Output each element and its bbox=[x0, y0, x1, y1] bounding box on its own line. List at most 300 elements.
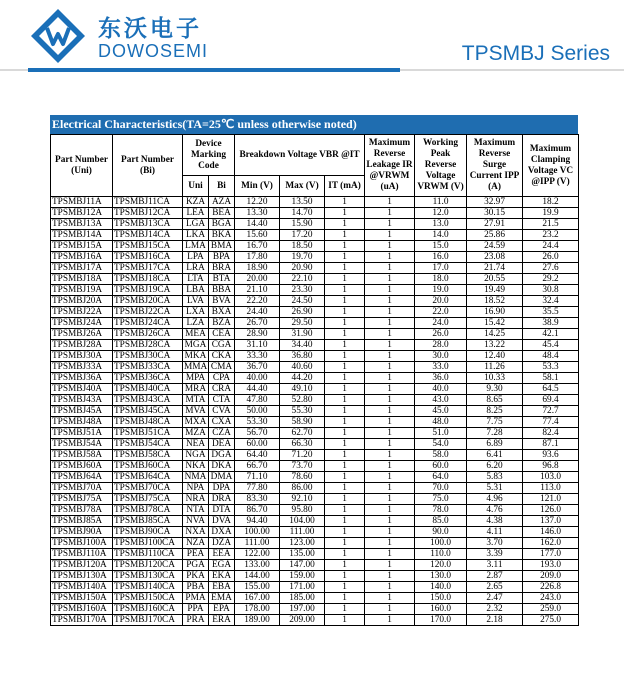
cell-marking-uni: NZA bbox=[183, 538, 209, 549]
cell-leakage: 1 bbox=[365, 197, 415, 208]
cell-vbr-min: 144.00 bbox=[235, 571, 280, 582]
cell-vrwm: 130.0 bbox=[415, 571, 467, 582]
cell-ipp: 11.26 bbox=[467, 362, 523, 373]
table-row bbox=[51, 604, 579, 615]
cell-vrwm: 85.0 bbox=[415, 516, 467, 527]
cell-leakage: 1 bbox=[365, 252, 415, 263]
cell-leakage: 1 bbox=[365, 329, 415, 340]
cell-vbr-min: 24.40 bbox=[235, 307, 280, 318]
cell-vrwm: 60.0 bbox=[415, 461, 467, 472]
cell-leakage: 1 bbox=[365, 516, 415, 527]
cell-vc: 72.7 bbox=[523, 406, 579, 417]
cell-it: 1 bbox=[325, 208, 365, 219]
cell-vbr-max: 209.00 bbox=[280, 615, 325, 626]
cell-vc: 42.1 bbox=[523, 329, 579, 340]
cell-vbr-max: 49.10 bbox=[280, 384, 325, 395]
cell-part-uni: TPSMBJ20A bbox=[51, 296, 113, 307]
cell-marking-uni: NMA bbox=[183, 472, 209, 483]
cell-marking-bi: BVA bbox=[209, 296, 235, 307]
cell-it: 1 bbox=[325, 285, 365, 296]
cell-vbr-max: 15.90 bbox=[280, 219, 325, 230]
cell-vrwm: 64.0 bbox=[415, 472, 467, 483]
cell-it: 1 bbox=[325, 384, 365, 395]
cell-vrwm: 160.0 bbox=[415, 604, 467, 615]
cell-leakage: 1 bbox=[365, 527, 415, 538]
cell-vbr-max: 17.20 bbox=[280, 230, 325, 241]
cell-leakage: 1 bbox=[365, 615, 415, 626]
cell-vbr-max: 159.00 bbox=[280, 571, 325, 582]
cell-marking-uni: NXA bbox=[183, 527, 209, 538]
cell-marking-uni: NEA bbox=[183, 439, 209, 450]
cell-it: 1 bbox=[325, 538, 365, 549]
header-leakage: Maximum Reverse Leakage IR @VRWM (uA) bbox=[365, 135, 415, 197]
cell-vbr-min: 14.40 bbox=[235, 219, 280, 230]
cell-vc: 259.0 bbox=[523, 604, 579, 615]
cell-it: 1 bbox=[325, 417, 365, 428]
cell-vc: 38.9 bbox=[523, 318, 579, 329]
cell-marking-uni: LKA bbox=[183, 230, 209, 241]
table-row bbox=[51, 494, 579, 505]
table-row bbox=[51, 197, 579, 208]
cell-vrwm: 120.0 bbox=[415, 560, 467, 571]
cell-vrwm: 110.0 bbox=[415, 549, 467, 560]
cell-vrwm: 30.0 bbox=[415, 351, 467, 362]
cell-vbr-min: 40.00 bbox=[235, 373, 280, 384]
cell-vc: 82.4 bbox=[523, 428, 579, 439]
cell-vrwm: 13.0 bbox=[415, 219, 467, 230]
cell-part-bi: TPSMBJ19CA bbox=[113, 285, 183, 296]
cell-ipp: 9.30 bbox=[467, 384, 523, 395]
cell-marking-uni: LXA bbox=[183, 307, 209, 318]
cell-part-uni: TPSMBJ90A bbox=[51, 527, 113, 538]
cell-part-bi: TPSMBJ58CA bbox=[113, 450, 183, 461]
cell-vbr-min: 22.20 bbox=[235, 296, 280, 307]
cell-part-bi: TPSMBJ33CA bbox=[113, 362, 183, 373]
cell-it: 1 bbox=[325, 450, 365, 461]
cell-vc: 27.6 bbox=[523, 263, 579, 274]
cell-marking-uni: MTA bbox=[183, 395, 209, 406]
table-row bbox=[51, 417, 579, 428]
cell-part-bi: TPSMBJ17CA bbox=[113, 263, 183, 274]
cell-vbr-max: 44.20 bbox=[280, 373, 325, 384]
header-breakdown: Breakdown Voltage VBR @IT bbox=[235, 135, 365, 176]
cell-marking-bi: CPA bbox=[209, 373, 235, 384]
cell-ipp: 8.65 bbox=[467, 395, 523, 406]
table-row bbox=[51, 582, 579, 593]
cell-marking-bi: CRA bbox=[209, 384, 235, 395]
cell-marking-bi: DXA bbox=[209, 527, 235, 538]
cell-it: 1 bbox=[325, 241, 365, 252]
cell-vc: 121.0 bbox=[523, 494, 579, 505]
table-row bbox=[51, 615, 579, 626]
cell-part-uni: TPSMBJ110A bbox=[51, 549, 113, 560]
cell-marking-uni: MGA bbox=[183, 340, 209, 351]
cell-marking-uni: NPA bbox=[183, 483, 209, 494]
cell-vrwm: 18.0 bbox=[415, 274, 467, 285]
cell-vc: 209.0 bbox=[523, 571, 579, 582]
cell-marking-bi: BZA bbox=[209, 318, 235, 329]
cell-it: 1 bbox=[325, 351, 365, 362]
header-vbr-min: Min (V) bbox=[235, 176, 280, 197]
cell-leakage: 1 bbox=[365, 373, 415, 384]
cell-part-bi: TPSMBJ85CA bbox=[113, 516, 183, 527]
cell-leakage: 1 bbox=[365, 362, 415, 373]
cell-marking-bi: BRA bbox=[209, 263, 235, 274]
cell-part-bi: TPSMBJ90CA bbox=[113, 527, 183, 538]
table-row bbox=[51, 527, 579, 538]
table-row bbox=[51, 571, 579, 582]
cell-it: 1 bbox=[325, 329, 365, 340]
cell-ipp: 3.11 bbox=[467, 560, 523, 571]
cell-part-uni: TPSMBJ13A bbox=[51, 219, 113, 230]
cell-it: 1 bbox=[325, 219, 365, 230]
cell-part-uni: TPSMBJ70A bbox=[51, 483, 113, 494]
cell-vrwm: 33.0 bbox=[415, 362, 467, 373]
cell-vbr-min: 26.70 bbox=[235, 318, 280, 329]
cell-vbr-max: 95.80 bbox=[280, 505, 325, 516]
cell-it: 1 bbox=[325, 274, 365, 285]
cell-vbr-max: 147.00 bbox=[280, 560, 325, 571]
cell-vbr-max: 58.90 bbox=[280, 417, 325, 428]
cell-marking-uni: PPA bbox=[183, 604, 209, 615]
cell-ipp: 12.40 bbox=[467, 351, 523, 362]
cell-it: 1 bbox=[325, 472, 365, 483]
cell-leakage: 1 bbox=[365, 571, 415, 582]
cell-vbr-min: 66.70 bbox=[235, 461, 280, 472]
header-it: IT (mA) bbox=[325, 176, 365, 197]
cell-vc: 19.9 bbox=[523, 208, 579, 219]
cell-marking-bi: DEA bbox=[209, 439, 235, 450]
cell-leakage: 1 bbox=[365, 538, 415, 549]
cell-ipp: 2.18 bbox=[467, 615, 523, 626]
cell-vc: 21.5 bbox=[523, 219, 579, 230]
cell-it: 1 bbox=[325, 604, 365, 615]
cell-vc: 35.5 bbox=[523, 307, 579, 318]
cell-vbr-min: 122.00 bbox=[235, 549, 280, 560]
cell-marking-uni: LGA bbox=[183, 219, 209, 230]
cell-it: 1 bbox=[325, 615, 365, 626]
cell-marking-uni: MPA bbox=[183, 373, 209, 384]
cell-marking-bi: BPA bbox=[209, 252, 235, 263]
cell-vc: 96.8 bbox=[523, 461, 579, 472]
cell-part-bi: TPSMBJ24CA bbox=[113, 318, 183, 329]
cell-part-bi: TPSMBJ13CA bbox=[113, 219, 183, 230]
table-row bbox=[51, 208, 579, 219]
cell-vc: 193.0 bbox=[523, 560, 579, 571]
cell-ipp: 8.25 bbox=[467, 406, 523, 417]
cell-part-uni: TPSMBJ22A bbox=[51, 307, 113, 318]
cell-part-uni: TPSMBJ170A bbox=[51, 615, 113, 626]
cell-part-uni: TPSMBJ120A bbox=[51, 560, 113, 571]
cell-vbr-min: 28.90 bbox=[235, 329, 280, 340]
cell-part-uni: TPSMBJ36A bbox=[51, 373, 113, 384]
cell-vbr-max: 66.30 bbox=[280, 439, 325, 450]
cell-vbr-max: 185.00 bbox=[280, 593, 325, 604]
cell-vbr-max: 19.70 bbox=[280, 252, 325, 263]
cell-leakage: 1 bbox=[365, 230, 415, 241]
cell-it: 1 bbox=[325, 439, 365, 450]
cell-vc: 113.0 bbox=[523, 483, 579, 494]
cell-it: 1 bbox=[325, 428, 365, 439]
cell-leakage: 1 bbox=[365, 285, 415, 296]
table-body bbox=[51, 197, 579, 626]
cell-vbr-min: 20.00 bbox=[235, 274, 280, 285]
cell-it: 1 bbox=[325, 560, 365, 571]
cell-vbr-max: 26.90 bbox=[280, 307, 325, 318]
cell-marking-bi: DVA bbox=[209, 516, 235, 527]
cell-ipp: 2.87 bbox=[467, 571, 523, 582]
cell-marking-bi: BTA bbox=[209, 274, 235, 285]
cell-vbr-min: 21.10 bbox=[235, 285, 280, 296]
cell-vc: 64.5 bbox=[523, 384, 579, 395]
cell-leakage: 1 bbox=[365, 483, 415, 494]
table-row bbox=[51, 483, 579, 494]
cell-leakage: 1 bbox=[365, 395, 415, 406]
cell-it: 1 bbox=[325, 296, 365, 307]
cell-ipp: 4.76 bbox=[467, 505, 523, 516]
cell-part-bi: TPSMBJ45CA bbox=[113, 406, 183, 417]
table-row bbox=[51, 329, 579, 340]
header-part-bi: Part Number (Bi) bbox=[113, 135, 183, 197]
cell-marking-bi: CGA bbox=[209, 340, 235, 351]
cell-part-bi: TPSMBJ78CA bbox=[113, 505, 183, 516]
cell-ipp: 27.91 bbox=[467, 219, 523, 230]
cell-part-bi: TPSMBJ16CA bbox=[113, 252, 183, 263]
cell-leakage: 1 bbox=[365, 560, 415, 571]
cell-marking-uni: MEA bbox=[183, 329, 209, 340]
cell-vbr-max: 123.00 bbox=[280, 538, 325, 549]
cell-ipp: 2.65 bbox=[467, 582, 523, 593]
cell-marking-bi: BBA bbox=[209, 285, 235, 296]
cell-part-uni: TPSMBJ11A bbox=[51, 197, 113, 208]
cell-marking-bi: EGA bbox=[209, 560, 235, 571]
cell-vbr-max: 20.90 bbox=[280, 263, 325, 274]
cell-it: 1 bbox=[325, 483, 365, 494]
cell-vbr-min: 15.60 bbox=[235, 230, 280, 241]
cell-marking-uni: PRA bbox=[183, 615, 209, 626]
cell-vc: 77.4 bbox=[523, 417, 579, 428]
cell-vrwm: 90.0 bbox=[415, 527, 467, 538]
cell-ipp: 19.49 bbox=[467, 285, 523, 296]
cell-vc: 137.0 bbox=[523, 516, 579, 527]
cell-vbr-max: 55.30 bbox=[280, 406, 325, 417]
cell-vbr-min: 56.70 bbox=[235, 428, 280, 439]
cell-marking-bi: DGA bbox=[209, 450, 235, 461]
cell-vbr-min: 83.30 bbox=[235, 494, 280, 505]
cell-part-uni: TPSMBJ100A bbox=[51, 538, 113, 549]
cell-vbr-min: 53.30 bbox=[235, 417, 280, 428]
cell-it: 1 bbox=[325, 582, 365, 593]
cell-vbr-min: 44.40 bbox=[235, 384, 280, 395]
cell-it: 1 bbox=[325, 362, 365, 373]
cell-marking-uni: LMA bbox=[183, 241, 209, 252]
cell-vc: 103.0 bbox=[523, 472, 579, 483]
cell-vbr-max: 18.50 bbox=[280, 241, 325, 252]
cell-vbr-min: 71.10 bbox=[235, 472, 280, 483]
cell-vbr-max: 23.30 bbox=[280, 285, 325, 296]
cell-ipp: 13.22 bbox=[467, 340, 523, 351]
table-row bbox=[51, 274, 579, 285]
cell-marking-bi: CXA bbox=[209, 417, 235, 428]
cell-vrwm: 100.0 bbox=[415, 538, 467, 549]
cell-marking-uni: PMA bbox=[183, 593, 209, 604]
cell-leakage: 1 bbox=[365, 241, 415, 252]
cell-ipp: 4.38 bbox=[467, 516, 523, 527]
cell-vrwm: 70.0 bbox=[415, 483, 467, 494]
cell-vc: 30.8 bbox=[523, 285, 579, 296]
cell-part-uni: TPSMBJ78A bbox=[51, 505, 113, 516]
cell-part-bi: TPSMBJ64CA bbox=[113, 472, 183, 483]
cell-marking-uni: MMA bbox=[184, 362, 208, 372]
cell-part-bi: TPSMBJ60CA bbox=[113, 461, 183, 472]
cell-vbr-min: 60.00 bbox=[235, 439, 280, 450]
table-row bbox=[51, 263, 579, 274]
cell-vbr-max: 29.50 bbox=[280, 318, 325, 329]
cell-leakage: 1 bbox=[365, 461, 415, 472]
cell-leakage: 1 bbox=[365, 582, 415, 593]
cell-it: 1 bbox=[325, 505, 365, 516]
cell-leakage: 1 bbox=[365, 549, 415, 560]
cell-vbr-min: 77.80 bbox=[235, 483, 280, 494]
cell-vrwm: 15.0 bbox=[415, 241, 467, 252]
cell-marking-uni: NRA bbox=[183, 494, 209, 505]
cell-part-bi: TPSMBJ20CA bbox=[113, 296, 183, 307]
cell-marking-uni: NGA bbox=[183, 450, 209, 461]
cell-leakage: 1 bbox=[365, 384, 415, 395]
cell-vbr-min: 17.80 bbox=[235, 252, 280, 263]
cell-vbr-max: 197.00 bbox=[280, 604, 325, 615]
cell-ipp: 16.90 bbox=[467, 307, 523, 318]
cell-vrwm: 43.0 bbox=[415, 395, 467, 406]
cell-marking-bi: DZA bbox=[209, 538, 235, 549]
table-row bbox=[51, 593, 579, 604]
cell-ipp: 6.20 bbox=[467, 461, 523, 472]
cell-it: 1 bbox=[325, 318, 365, 329]
cell-part-uni: TPSMBJ85A bbox=[51, 516, 113, 527]
cell-part-uni: TPSMBJ64A bbox=[51, 472, 113, 483]
cell-leakage: 1 bbox=[365, 593, 415, 604]
cell-part-bi: TPSMBJ140CA bbox=[113, 582, 183, 593]
cell-marking-uni: MXA bbox=[183, 417, 209, 428]
cell-vrwm: 140.0 bbox=[415, 582, 467, 593]
cell-part-bi: TPSMBJ75CA bbox=[113, 494, 183, 505]
header-marking-bi: Bi bbox=[209, 176, 235, 197]
cell-part-uni: TPSMBJ58A bbox=[51, 450, 113, 461]
cell-vc: 45.4 bbox=[523, 340, 579, 351]
cell-marking-uni: MRA bbox=[183, 384, 209, 395]
cell-vrwm: 150.0 bbox=[415, 593, 467, 604]
cell-vbr-min: 16.70 bbox=[235, 241, 280, 252]
cell-it: 1 bbox=[325, 395, 365, 406]
cell-part-bi: TPSMBJ40CA bbox=[113, 384, 183, 395]
cell-vrwm: 48.0 bbox=[415, 417, 467, 428]
cell-vc: 69.4 bbox=[523, 395, 579, 406]
cell-vbr-max: 22.10 bbox=[280, 274, 325, 285]
cell-vbr-max: 34.40 bbox=[280, 340, 325, 351]
cell-vbr-min: 47.80 bbox=[235, 395, 280, 406]
table-row bbox=[51, 538, 579, 549]
cell-part-bi: TPSMBJ26CA bbox=[113, 329, 183, 340]
header-vbr-max: Max (V) bbox=[280, 176, 325, 197]
cell-marking-bi: DTA bbox=[209, 505, 235, 516]
cell-leakage: 1 bbox=[365, 263, 415, 274]
cell-marking-uni: KZA bbox=[183, 197, 209, 208]
cell-vbr-max: 52.80 bbox=[280, 395, 325, 406]
cell-marking-bi: CTA bbox=[209, 395, 235, 406]
cell-ipp: 14.25 bbox=[467, 329, 523, 340]
cell-vbr-max: 31.90 bbox=[280, 329, 325, 340]
cell-ipp: 18.52 bbox=[467, 296, 523, 307]
cell-it: 1 bbox=[325, 406, 365, 417]
cell-vrwm: 12.0 bbox=[415, 208, 467, 219]
cell-part-bi: TPSMBJ54CA bbox=[113, 439, 183, 450]
cell-marking-bi: BMA bbox=[209, 241, 235, 252]
cell-ipp: 5.83 bbox=[467, 472, 523, 483]
cell-marking-uni: NTA bbox=[183, 505, 209, 516]
cell-part-uni: TPSMBJ54A bbox=[51, 439, 113, 450]
cell-part-bi: TPSMBJ120CA bbox=[113, 560, 183, 571]
cell-part-bi: TPSMBJ150CA bbox=[113, 593, 183, 604]
table-row bbox=[51, 340, 579, 351]
cell-leakage: 1 bbox=[365, 417, 415, 428]
cell-vbr-max: 92.10 bbox=[280, 494, 325, 505]
cell-marking-uni: LRA bbox=[183, 263, 209, 274]
cell-leakage: 1 bbox=[365, 472, 415, 483]
cell-leakage: 1 bbox=[365, 450, 415, 461]
cell-part-bi: TPSMBJ30CA bbox=[113, 351, 183, 362]
cell-part-uni: TPSMBJ12A bbox=[51, 208, 113, 219]
cell-ipp: 7.75 bbox=[467, 417, 523, 428]
cell-vrwm: 16.0 bbox=[415, 252, 467, 263]
cell-leakage: 1 bbox=[365, 351, 415, 362]
cell-vbr-min: 64.40 bbox=[235, 450, 280, 461]
cell-marking-bi: EKA bbox=[209, 571, 235, 582]
cell-vbr-max: 78.60 bbox=[280, 472, 325, 483]
cell-marking-uni: LBA bbox=[183, 285, 209, 296]
cell-part-bi: TPSMBJ28CA bbox=[113, 340, 183, 351]
cell-part-bi: TPSMBJ36CA bbox=[113, 373, 183, 384]
cell-part-bi: TPSMBJ70CA bbox=[113, 483, 183, 494]
cell-vrwm: 19.0 bbox=[415, 285, 467, 296]
table-row bbox=[51, 428, 579, 439]
cell-part-uni: TPSMBJ24A bbox=[51, 318, 113, 329]
cell-part-uni: TPSMBJ48A bbox=[51, 417, 113, 428]
cell-marking-bi: EMA bbox=[209, 593, 235, 604]
cell-part-bi: TPSMBJ51CA bbox=[113, 428, 183, 439]
table-row bbox=[51, 406, 579, 417]
table-row bbox=[51, 351, 579, 362]
cell-vbr-max: 104.00 bbox=[280, 516, 325, 527]
cell-vc: 243.0 bbox=[523, 593, 579, 604]
cell-ipp: 3.39 bbox=[467, 549, 523, 560]
cell-vrwm: 51.0 bbox=[415, 428, 467, 439]
cell-vrwm: 58.0 bbox=[415, 450, 467, 461]
cell-marking-bi: EEA bbox=[209, 549, 235, 560]
cell-part-bi: TPSMBJ100CA bbox=[113, 538, 183, 549]
cell-part-uni: TPSMBJ150A bbox=[51, 593, 113, 604]
header-marking-uni: Uni bbox=[183, 176, 209, 197]
cell-vc: 26.0 bbox=[523, 252, 579, 263]
cell-vrwm: 14.0 bbox=[415, 230, 467, 241]
cell-part-uni: TPSMBJ14A bbox=[51, 230, 113, 241]
cell-part-uni: TPSMBJ26A bbox=[51, 329, 113, 340]
cell-it: 1 bbox=[325, 252, 365, 263]
cell-marking-bi: AZA bbox=[209, 197, 235, 208]
cell-vrwm: 78.0 bbox=[415, 505, 467, 516]
cell-it: 1 bbox=[325, 549, 365, 560]
characteristics-grid bbox=[50, 134, 579, 626]
cell-marking-uni: LPA bbox=[183, 252, 209, 263]
